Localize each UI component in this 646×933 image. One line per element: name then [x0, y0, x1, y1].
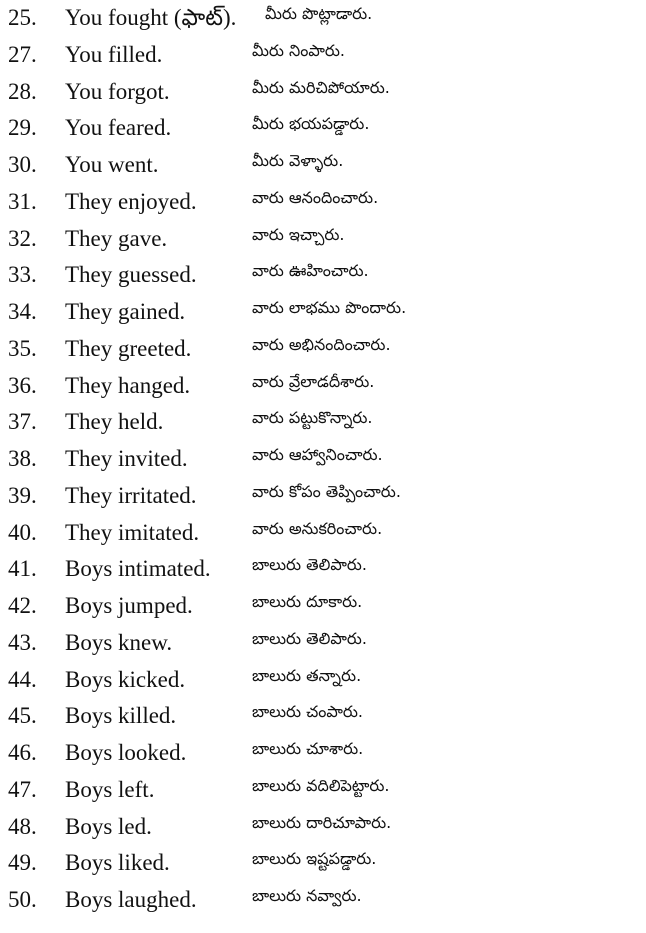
phrase-row — [0, 110, 646, 146]
phrase-number: 29. — [8, 115, 37, 141]
phrase-number: 27. — [8, 41, 37, 67]
telugu-translation: బాలురు చూశారు. — [252, 739, 364, 758]
phrase-number: 39. — [8, 482, 37, 508]
telugu-translation: వారు ఇచ్చారు. — [252, 224, 345, 244]
telugu-translation: వారు వ్రేలాడదీశారు. — [252, 371, 375, 391]
english-phrase: Boys liked. — [65, 850, 170, 876]
phrase-number: 46. — [8, 740, 37, 765]
telugu-translation: మీరు వెళ్ళారు. — [252, 151, 344, 170]
telugu-translation: మీరు నింపారు. — [252, 40, 345, 60]
english-phrase: Boys left. — [65, 776, 155, 802]
phrase-number: 36. — [8, 372, 37, 398]
phrase-number: 34. — [8, 299, 37, 324]
telugu-translation: వారు అభినందించారు. — [252, 334, 391, 354]
telugu-translation: వారు పట్టుకొన్నారు. — [252, 408, 373, 428]
phrase-row — [0, 184, 646, 220]
phrase-number: 44. — [8, 666, 37, 692]
english-phrase: You went. — [65, 152, 159, 177]
phrase-number: 48. — [8, 813, 37, 839]
phrase-number: 43. — [8, 629, 37, 655]
phrase-number: 30. — [8, 152, 37, 177]
english-phrase: Boys knew. — [65, 629, 173, 655]
phrase-row — [0, 478, 646, 514]
phrase-row — [0, 257, 646, 293]
phrase-row — [0, 698, 646, 734]
phrase-number: 32. — [8, 225, 37, 251]
english-phrase: You filled. — [65, 41, 163, 67]
telugu-translation: వారు అనుకరించారు. — [252, 518, 383, 538]
phrase-row — [0, 882, 646, 918]
english-phrase: They greeted. — [65, 335, 192, 361]
phrase-row — [0, 772, 646, 808]
phrase-row — [0, 515, 646, 551]
telugu-translation: బాలురు దారిచూపారు. — [252, 812, 392, 832]
phrase-number: 31. — [8, 188, 37, 214]
english-phrase: You feared. — [65, 115, 172, 141]
telugu-translation: మీరు భయపడ్డారు. — [252, 114, 370, 134]
telugu-translation: వారు ఆహ్వానించారు. — [252, 445, 383, 464]
phrase-row — [0, 625, 646, 661]
telugu-translation: బాలురు దూకారు. — [252, 592, 363, 611]
telugu-translation: బాలురు ఇష్టపడ్డారు. — [252, 849, 377, 869]
english-phrase: You fought (ఫాట్). — [65, 5, 237, 30]
telugu-translation: వారు లాభము పొందారు. — [252, 298, 407, 317]
english-phrase: Boys intimated. — [65, 556, 211, 582]
english-phrase: They held. — [65, 409, 164, 435]
phrase-number: 41. — [8, 556, 37, 582]
english-phrase: They invited. — [65, 446, 188, 471]
english-phrase: Boys jumped. — [65, 593, 193, 618]
english-phrase: They enjoyed. — [65, 188, 197, 214]
phrase-number: 28. — [8, 78, 37, 104]
phrase-number: 45. — [8, 703, 37, 729]
english-phrase: Boys laughed. — [65, 887, 197, 912]
phrase-row — [0, 0, 646, 36]
phrase-row — [0, 368, 646, 404]
phrase-row — [0, 735, 646, 771]
telugu-translation: బాలురు తెలిపారు. — [252, 555, 367, 575]
telugu-translation: వారు ఊహించారు. — [252, 261, 369, 281]
phrase-number: 50. — [8, 887, 37, 912]
telugu-translation: మీరు మరిచిపోయారు. — [252, 77, 390, 97]
phrase-number: 37. — [8, 409, 37, 435]
phrase-row — [0, 221, 646, 257]
telugu-translation: బాలురు తెలిపారు. — [252, 628, 367, 648]
phrase-row — [0, 809, 646, 845]
telugu-translation: మీరు పొట్లాడారు. — [265, 4, 373, 23]
english-phrase: They gained. — [65, 299, 186, 324]
english-phrase: They imitated. — [65, 519, 200, 545]
phrase-number: 42. — [8, 593, 37, 618]
english-phrase: They irritated. — [65, 482, 197, 508]
phrase-row — [0, 588, 646, 624]
english-phrase: Boys kicked. — [65, 666, 186, 692]
phrase-number: 49. — [8, 850, 37, 876]
english-phrase: They gave. — [65, 225, 168, 251]
phrase-number: 33. — [8, 262, 37, 288]
telugu-translation: బాలురు వదిలిపెట్టారు. — [252, 775, 390, 795]
english-phrase: Boys looked. — [65, 740, 187, 765]
english-phrase: You forgot. — [65, 78, 170, 104]
phrase-row — [0, 294, 646, 330]
phrase-row — [0, 404, 646, 440]
phrase-number: 47. — [8, 776, 37, 802]
telugu-translation: బాలురు నవ్వారు. — [252, 886, 362, 905]
phrase-row — [0, 662, 646, 698]
phrase-number: 35. — [8, 335, 37, 361]
phrase-number: 40. — [8, 519, 37, 545]
phrase-row — [0, 441, 646, 477]
phrase-row — [0, 551, 646, 587]
phrase-row — [0, 331, 646, 367]
english-phrase: They hanged. — [65, 372, 191, 398]
phrase-row — [0, 74, 646, 110]
telugu-translation: బాలురు తన్నారు. — [252, 665, 362, 685]
english-phrase: Boys killed. — [65, 703, 177, 729]
telugu-translation: వారు కోపం తెప్పించారు. — [252, 481, 401, 501]
telugu-translation: బాలురు చంపారు. — [252, 702, 364, 722]
phrase-number: 25. — [8, 5, 37, 30]
phrase-row — [0, 147, 646, 183]
english-phrase: They guessed. — [65, 262, 197, 288]
telugu-translation: వారు ఆనందించారు. — [252, 187, 379, 207]
phrase-row — [0, 845, 646, 881]
english-phrase: Boys led. — [65, 813, 152, 839]
phrase-number: 38. — [8, 446, 37, 471]
phrase-row — [0, 37, 646, 73]
